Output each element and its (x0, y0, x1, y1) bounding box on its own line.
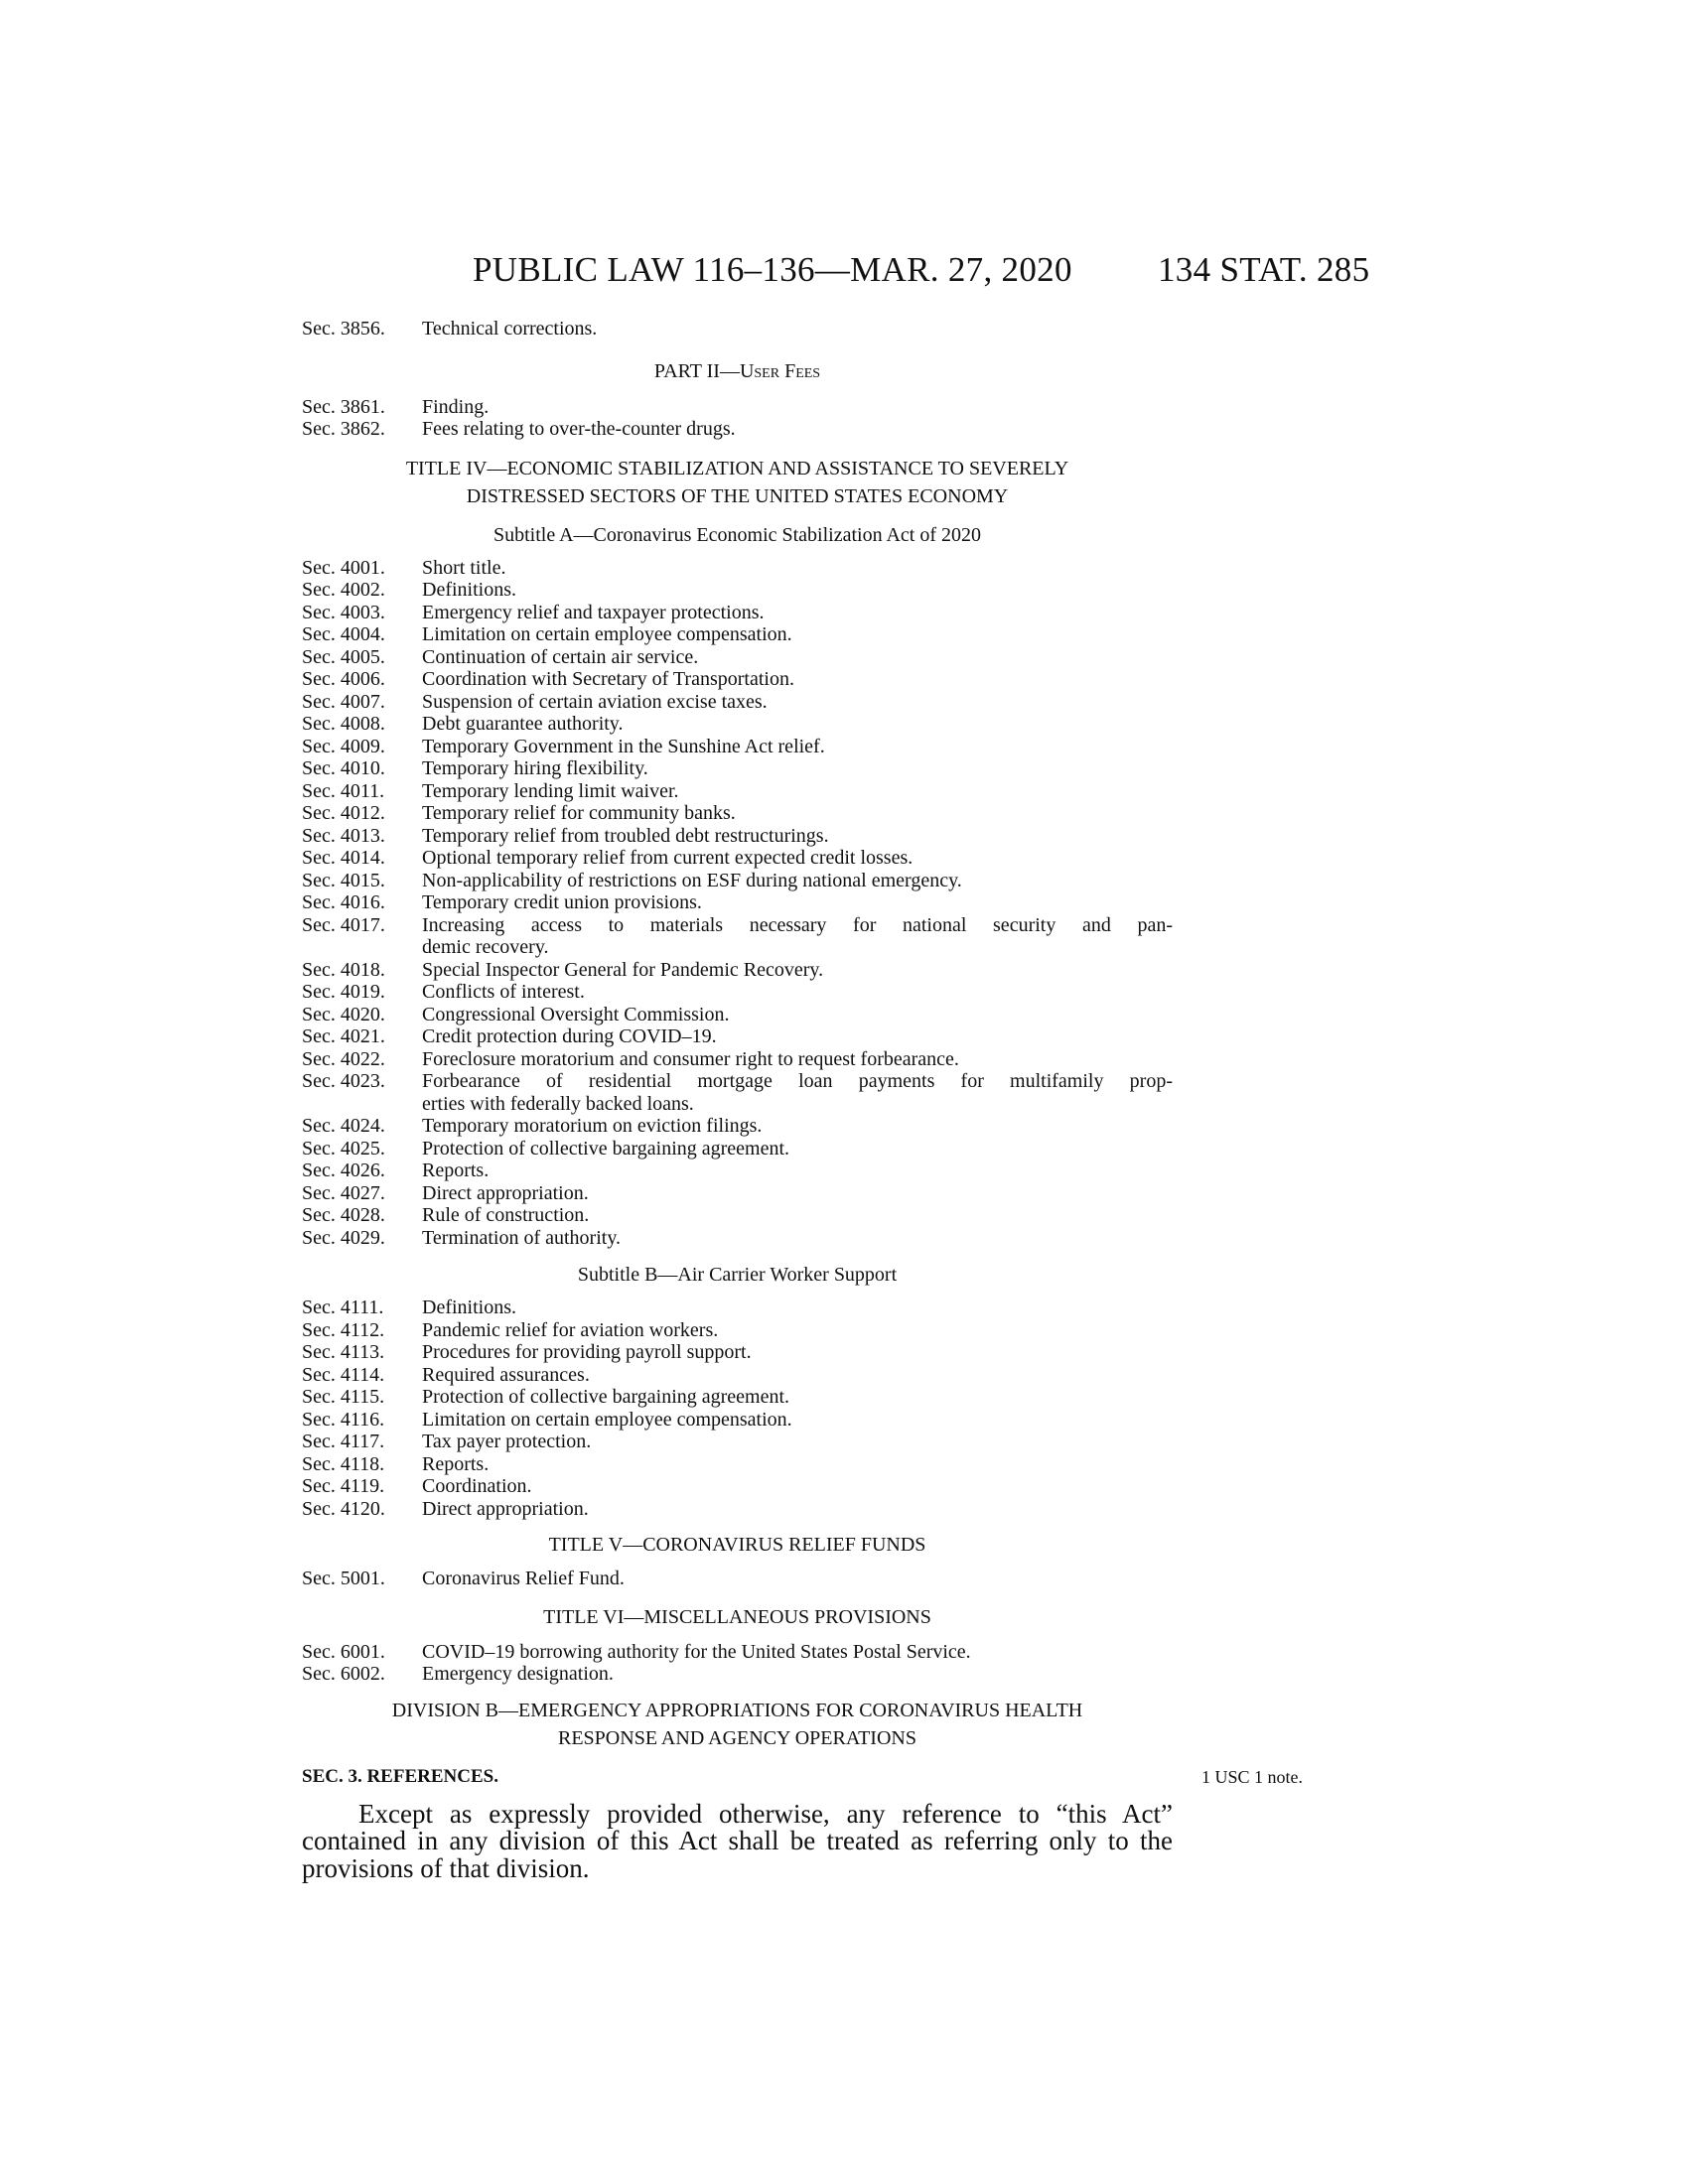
section-number: Sec. 4115. (302, 1386, 385, 1408)
section-title (422, 1025, 1173, 1048)
section-number: Sec. 4112. (302, 1318, 385, 1341)
section-title-line: Forbearance of residential mortgage loan payments for multifamily prop- (422, 1070, 1173, 1092)
section-title (422, 1498, 1173, 1521)
section-heading (302, 1697, 1173, 1752)
section-number: Sec. 4114. (302, 1363, 385, 1386)
list-item (302, 579, 1173, 602)
section-number: Sec. 4019. (302, 981, 385, 1003)
list-item (302, 959, 1173, 982)
section-number: Sec. 4027. (302, 1181, 385, 1204)
section-title (422, 870, 1173, 892)
section-list (302, 1297, 1173, 1520)
section-title (422, 1319, 1173, 1342)
list-item (302, 1048, 1173, 1071)
section-title (422, 825, 1173, 848)
section-title-line: Reports. (422, 1160, 490, 1181)
section-title-line: Optional temporary relief from current expected credit losses. (422, 847, 914, 869)
list-item (302, 757, 1173, 780)
section-number: Sec. 4120. (302, 1497, 385, 1520)
section-number: Sec. 4022. (302, 1047, 385, 1070)
section-list (302, 318, 1173, 341)
section-number: Sec. 4111. (302, 1297, 384, 1318)
section-title (422, 1297, 1173, 1319)
list-item (302, 668, 1173, 691)
list-item (302, 1025, 1173, 1048)
list-item (302, 1227, 1173, 1250)
list-item (302, 870, 1173, 892)
section-heading (302, 1531, 1173, 1559)
section-title (422, 1160, 1173, 1182)
list-item (302, 891, 1173, 914)
heading-line: TITLE IV—ECONOMIC STABILIZATION AND ASSISTANCE TO SEVERELY (405, 457, 1069, 479)
section-title (422, 1227, 1173, 1250)
section-title (422, 1004, 1173, 1026)
heading-line: DISTRESSED SECTORS OF THE UNITED STATES ECONOMY (466, 484, 1009, 507)
section-heading (302, 521, 1173, 549)
section-title-line: Foreclosure moratorium and consumer right to request forbearance. (422, 1047, 959, 1070)
section-title-line: demic recovery. (422, 936, 549, 958)
section-title-line: Tax payer protection. (422, 1431, 592, 1452)
section-title (422, 1138, 1173, 1160)
section-title (422, 959, 1173, 982)
section-title (422, 780, 1173, 803)
list-item (302, 1004, 1173, 1026)
list-item (302, 1663, 1173, 1686)
section-title-line: Temporary relief for community banks. (422, 802, 736, 824)
section-title-line: Conflicts of interest. (422, 981, 585, 1003)
section-title (422, 736, 1173, 758)
section-title-line: Coronavirus Relief Fund. (422, 1568, 625, 1589)
section-title-line: Temporary lending limit waiver. (422, 779, 679, 802)
section-title-line: Rule of construction. (422, 1204, 590, 1226)
section-number: Sec. 5001. (302, 1568, 385, 1589)
list-item (302, 802, 1173, 825)
section-title-line: Special Inspector General for Pandemic Recovery. (422, 958, 824, 981)
section-title (422, 981, 1173, 1004)
list-item (302, 646, 1173, 669)
section-title-line: Reports. (422, 1452, 490, 1475)
list-item (302, 557, 1173, 580)
list-item (302, 1341, 1173, 1364)
section-title (422, 802, 1173, 825)
list-item (302, 1297, 1173, 1319)
list-item (302, 713, 1173, 736)
section-title-line: Temporary credit union provisions. (422, 891, 702, 913)
list-item (302, 1475, 1173, 1498)
heading-line: Subtitle A—Coronavirus Economic Stabilization Act of 2020 (492, 523, 982, 546)
list-item (302, 418, 1173, 441)
section-title (422, 713, 1173, 736)
section-number: Sec. 4015. (302, 869, 385, 891)
section-title (422, 318, 1173, 341)
section-number: Sec. 4011. (302, 779, 385, 802)
margin-note: 1 USC 1 note. (1201, 1766, 1304, 1787)
section-title (422, 757, 1173, 780)
list-item (302, 396, 1173, 419)
section-number: Sec. 4001. (302, 556, 385, 579)
section-number: Sec. 4116. (302, 1408, 385, 1431)
heading-line: RESPONSE AND AGENCY OPERATIONS (558, 1726, 916, 1749)
section-title-line: Termination of authority. (422, 1226, 622, 1249)
list-item (302, 914, 1173, 959)
section-title-line: Protection of collective bargaining agreement. (422, 1386, 790, 1408)
list-item (302, 847, 1173, 870)
section-title (422, 602, 1173, 624)
section-title (422, 1409, 1173, 1432)
section-title-line: Technical corrections. (422, 318, 598, 340)
heading-line: TITLE V—CORONAVIRUS RELIEF FUNDS (548, 1534, 926, 1556)
section-heading (302, 455, 1173, 510)
section-title-line: Coordination with Secretary of Transportation. (422, 668, 794, 690)
section-title-line: Non-applicability of restrictions on ESF during national emergency. (422, 869, 962, 891)
section-title-line: Temporary Government in the Sunshine Act relief. (422, 735, 825, 757)
heading-line: PART II—User Fees (653, 359, 821, 382)
section-title-line: Debt guarantee authority. (422, 713, 624, 735)
section-title-line: Procedures for providing payroll support. (422, 1341, 752, 1363)
section-title-line: Required assurances. (422, 1363, 590, 1386)
list-item (302, 318, 1173, 341)
section-number: Sec. 4118. (302, 1452, 385, 1475)
table-of-contents (302, 318, 1304, 1883)
running-header-title: PUBLIC LAW 116–136—MAR. 27, 2020 (473, 250, 1072, 289)
section-number: Sec. 6002. (302, 1663, 385, 1685)
section-title-line: Finding. (422, 395, 490, 418)
section-title-line: Credit protection during COVID–19. (422, 1025, 717, 1047)
section-title (422, 1364, 1173, 1387)
list-item (302, 981, 1173, 1004)
section-title-line: Temporary moratorium on eviction filings. (422, 1115, 763, 1137)
section-title-line: Direct appropriation. (422, 1181, 589, 1204)
list-item (302, 1409, 1173, 1432)
section-heading: SEC. 3. REFERENCES. (302, 1765, 498, 1787)
section-heading (302, 1261, 1173, 1289)
section-heading (302, 357, 1173, 385)
section-title (422, 1341, 1173, 1364)
section-title (422, 1115, 1173, 1138)
list-item (302, 1364, 1173, 1387)
section-title-line: Emergency designation. (422, 1663, 614, 1685)
section-number: Sec. 4028. (302, 1204, 385, 1226)
list-item (302, 1453, 1173, 1476)
list-item (302, 1138, 1173, 1160)
section-number: Sec. 4003. (302, 601, 385, 623)
section-number: Sec. 4014. (302, 847, 385, 869)
section-number: Sec. 3862. (302, 418, 385, 440)
section-title (422, 396, 1173, 419)
section-title (422, 1475, 1173, 1498)
section-number: Sec. 4025. (302, 1137, 385, 1160)
list-item (302, 1319, 1173, 1342)
section-title (422, 557, 1173, 580)
section-title-line: Temporary relief from troubled debt restructurings. (422, 824, 829, 847)
section-title-line: Limitation on certain employee compensation. (422, 1408, 792, 1431)
section-title-line: Congressional Oversight Commission. (422, 1003, 730, 1025)
section-number: Sec. 4029. (302, 1226, 385, 1249)
list-item (302, 1160, 1173, 1182)
list-item (302, 825, 1173, 848)
section-title (422, 1641, 1173, 1664)
section-number: Sec. 6001. (302, 1640, 385, 1663)
section-title (422, 1386, 1173, 1409)
section-number: Sec. 4010. (302, 757, 385, 779)
section-title-line: Direct appropriation. (422, 1497, 589, 1520)
heading-line: Subtitle B—Air Carrier Worker Support (577, 1264, 898, 1286)
section-title-line: Short title. (422, 556, 506, 579)
section-title (422, 418, 1173, 441)
section-title-line: Continuation of certain air service. (422, 645, 699, 668)
section-number: Sec. 4024. (302, 1115, 385, 1137)
list-item (302, 1641, 1173, 1664)
section-number: Sec. 4008. (302, 713, 385, 735)
list-item (302, 1431, 1173, 1453)
section-title (422, 1663, 1173, 1686)
section-number: Sec. 4018. (302, 958, 385, 981)
section-heading (302, 1603, 1173, 1631)
section-title (422, 579, 1173, 602)
section-number: Sec. 4113. (302, 1341, 385, 1363)
section-title (422, 914, 1173, 959)
section-list (302, 1568, 1173, 1590)
section-title (422, 1204, 1173, 1227)
body-paragraph: Except as expressly provided otherwise, any reference to “this Act” contained in any division of this Act shall be treated as referring only to the provisions of that division. (302, 1798, 1173, 1883)
section-title (422, 623, 1173, 646)
section-title-line: Fees relating to over-the-counter drugs. (422, 418, 736, 440)
section-number: Sec. 4005. (302, 645, 385, 668)
section-title (422, 1453, 1173, 1476)
section-title (422, 1431, 1173, 1453)
section-number: Sec. 4013. (302, 824, 385, 847)
section-list (302, 1641, 1173, 1686)
list-item (302, 1568, 1173, 1590)
section-title (422, 691, 1173, 714)
list-item (302, 1070, 1173, 1115)
list-item (302, 1115, 1173, 1138)
section-number: Sec. 4009. (302, 735, 385, 757)
section-number: Sec. 4007. (302, 690, 385, 713)
section-heading-line (302, 1763, 1304, 1791)
section-title-line: COVID–19 borrowing authority for the United States Postal Service. (422, 1640, 971, 1663)
section-number: Sec. 4117. (302, 1431, 385, 1452)
section-number: Sec. 3861. (302, 395, 385, 418)
section-list (302, 557, 1173, 1250)
section-title (422, 891, 1173, 914)
list-item (302, 1204, 1173, 1227)
section-number: Sec. 4017. (302, 913, 385, 936)
section-number: Sec. 4016. (302, 891, 385, 913)
list-item (302, 691, 1173, 714)
section-number: Sec. 4119. (302, 1475, 385, 1497)
section-title (422, 1568, 1173, 1590)
list-item (302, 1386, 1173, 1409)
section-list (302, 396, 1173, 441)
heading-line: TITLE VI—MISCELLANEOUS PROVISIONS (543, 1605, 931, 1628)
section-title-line: Definitions. (422, 579, 516, 601)
section-title-line: Pandemic relief for aviation workers. (422, 1318, 719, 1341)
list-item (302, 602, 1173, 624)
section-number: Sec. 4020. (302, 1003, 385, 1025)
list-item (302, 623, 1173, 646)
section-number: Sec. 4006. (302, 668, 385, 690)
running-header-page-number: 134 STAT. 285 (1158, 250, 1370, 289)
section-number: Sec. 4004. (302, 623, 385, 645)
section-title-line: Suspension of certain aviation excise taxes. (422, 690, 768, 713)
section-number: Sec. 4023. (302, 1070, 385, 1092)
list-item (302, 1498, 1173, 1521)
section-number: Sec. 4012. (302, 802, 385, 824)
section-number: Sec. 3856. (302, 318, 385, 340)
section-number: Sec. 4026. (302, 1160, 385, 1181)
list-item (302, 1182, 1173, 1205)
section-title (422, 668, 1173, 691)
section-title-line: Temporary hiring flexibility. (422, 757, 648, 779)
section-title-line: Definitions. (422, 1297, 516, 1318)
section-title-line: Increasing access to materials necessary for national security and pan- (422, 913, 1173, 936)
list-item (302, 736, 1173, 758)
section-number: Sec. 4002. (302, 579, 385, 601)
section-title (422, 1182, 1173, 1205)
section-number: Sec. 4021. (302, 1025, 385, 1047)
section-title (422, 646, 1173, 669)
list-item (302, 780, 1173, 803)
section-title (422, 1048, 1173, 1071)
section-title (422, 1070, 1173, 1115)
section-title-line: erties with federally backed loans. (422, 1092, 694, 1115)
section-title (422, 847, 1173, 870)
section-title-line: Coordination. (422, 1475, 532, 1497)
section-title-line: Emergency relief and taxpayer protections. (422, 601, 765, 623)
section-title-line: Protection of collective bargaining agreement. (422, 1137, 790, 1160)
heading-line: DIVISION B—EMERGENCY APPROPRIATIONS FOR CORONAVIRUS HEALTH (391, 1699, 1083, 1721)
section-title-line: Limitation on certain employee compensation. (422, 623, 792, 645)
